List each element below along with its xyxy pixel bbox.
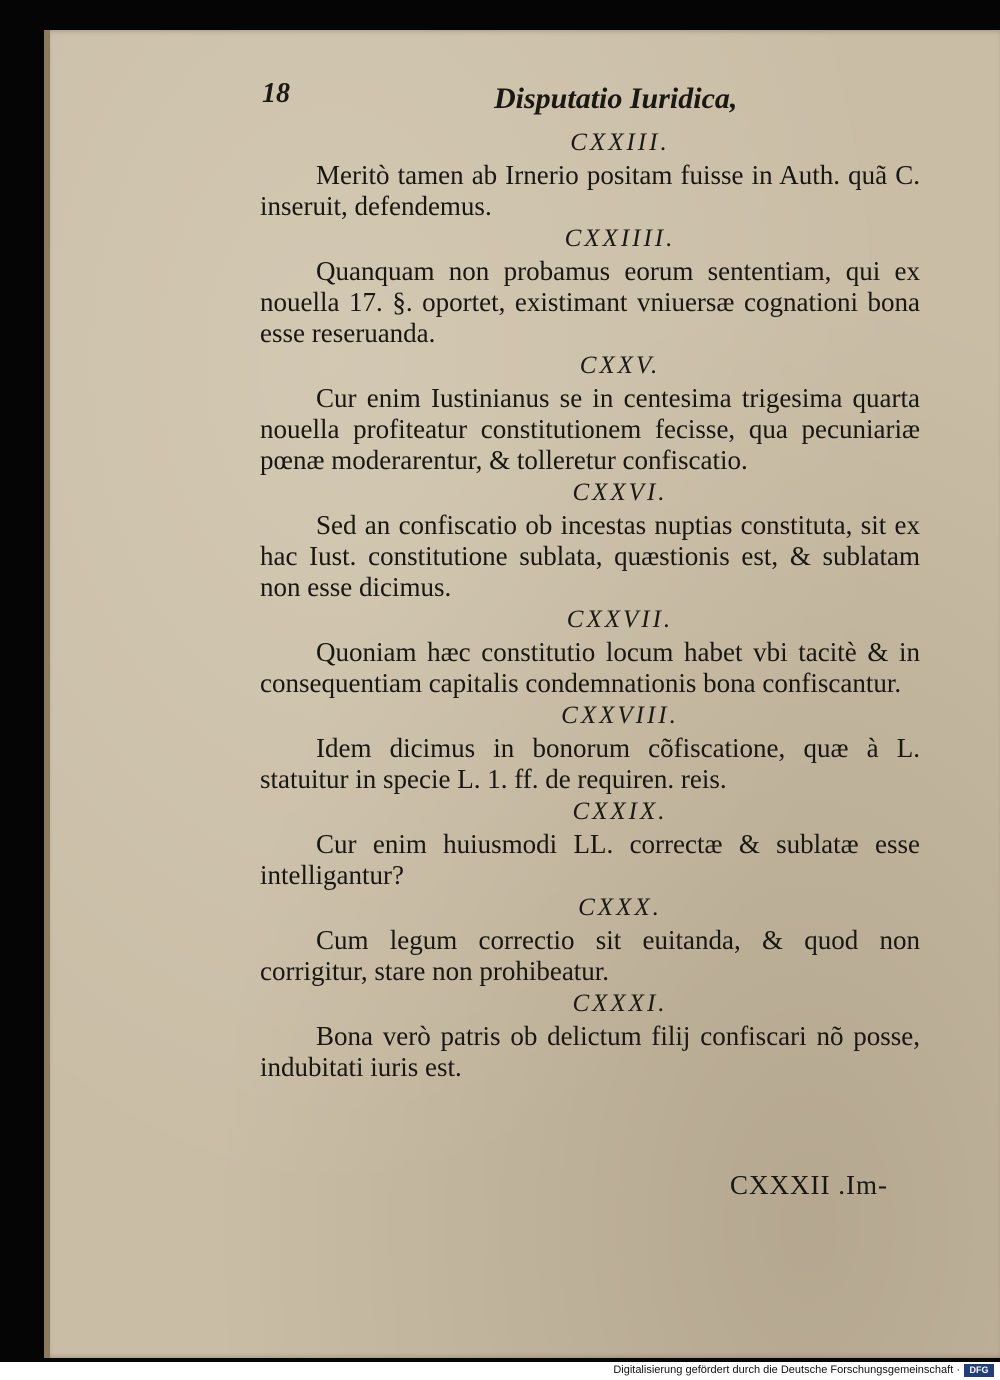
section-text: Cum legum correctio sit euitanda, & quod non corrigitur, stare non prohibeatur. [260, 925, 920, 986]
thesis-section [260, 795, 920, 891]
footer-credit: Digitalisierung gefördert durch die Deutsche Forschungsgemeinschaft · [613, 1364, 960, 1376]
section-text: Sed an confiscatio ob incestas nuptias constituta, sit ex hac Iust. constitutione sublata, quæstionis est, & sublatam non esse dicimus. [260, 510, 920, 602]
section-heading: CXXIX. [572, 798, 668, 825]
section-text: Quanquam non probamus eorum sententiam, qui ex nouella 17. §. oportet, existimant vniuersæ cognationi bona esse reseruanda. [260, 256, 920, 348]
page-body [260, 126, 920, 1083]
dfg-logo: DFG [964, 1364, 994, 1377]
section-heading: CXXIIII. [564, 225, 676, 252]
thesis-section [260, 222, 920, 349]
thesis-section [260, 699, 920, 795]
section-heading: CXXVIII. [561, 702, 679, 729]
section-heading: CXXXI. [572, 990, 668, 1017]
section-heading: CXXV. [579, 352, 661, 379]
thesis-section [260, 987, 920, 1083]
section-text: Bona verò patris ob delictum filij confiscari nõ posse, indubitati iuris est. [260, 1021, 920, 1082]
thesis-section [260, 126, 920, 222]
section-text: Meritò tamen ab Irnerio positam fuisse in Auth. quã C. inseruit, defendemus. [260, 160, 920, 221]
thesis-section [260, 476, 920, 603]
section-heading: CXXX. [578, 894, 662, 921]
thesis-section [260, 891, 920, 987]
section-heading: CXXVI. [572, 479, 668, 506]
thesis-section [260, 603, 920, 699]
thesis-section [260, 349, 920, 476]
section-text: Quoniam hæc constitutio locum habet vbi tacitè & in consequentiam capitalis condemnationis bona confiscantur. [260, 637, 920, 698]
section-text: Cur enim huiusmodi LL. correctæ & sublatæ esse intelligantur? [260, 829, 920, 890]
catchword: CXXXII .Im- [730, 1170, 888, 1200]
section-heading: CXXVII. [566, 606, 674, 633]
section-text: Cur enim Iustinianus se in centesima trigesima quarta nouella profiteatur constitutionem fecisse, qua pecuniariæ pœnæ moderarentur, & tolleretur confiscatio. [260, 383, 920, 475]
page-header [0, 74, 1000, 118]
page-edge [44, 30, 50, 1358]
section-heading: CXXIII. [570, 129, 670, 156]
digitization-footer [0, 1362, 1000, 1380]
page-number: 18 [262, 78, 290, 109]
running-head: Disputatio Iuridica, [494, 82, 738, 115]
section-text: Idem dicimus in bonorum cõfiscatione, quæ à L. statuitur in specie L. 1. ff. de requiren. reis. [260, 733, 920, 794]
